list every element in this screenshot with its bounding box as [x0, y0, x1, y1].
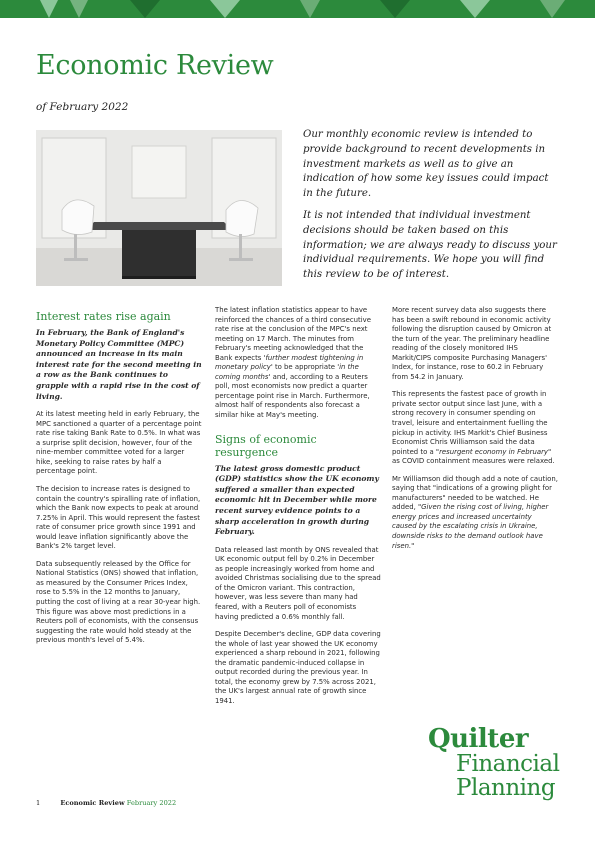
body-paragraph: At its latest meeting held in early February, the MPC sanctioned a quarter of a percentage point rate rise taking Bank Rate to 0.5%. In what was a surprise split decision, however, four of the nine-member committee voted for a larger hike, seeking to raise rates by half a percentage point. [36, 410, 202, 476]
logo-line-2: Financial [456, 751, 560, 777]
logo-line-1: Quilter [428, 724, 529, 754]
quote-run: 'in the coming months' [215, 363, 359, 381]
body-paragraph: More recent survey data also suggests there has been a swift rebound in economic activity following the disruption caused by Omicron at the turn of the year. The preliminary headline reading of the closely monitored IHS Markit/CIPS composite Purchasing Managers' Index, for instance, rose to 60.2 in February from 54.2 in January. [392, 306, 552, 381]
footer-brand: Economic Review [60, 799, 125, 807]
intro-block [303, 128, 561, 290]
body-paragraph [392, 475, 558, 551]
top-decorative-band [0, 0, 595, 18]
body-paragraph: Data subsequently released by the Office for National Statistics (ONS) showed that inflation, as measured by the Consumer Prices Index, rose to 5.5% in the 12 months to January, putting the cost of living at a rear 30-year high. This figure was above most predictions in a Reuters poll of economists, with the consensus suggesting the rate would hold steady at the previous month's level of 5.4%. [36, 559, 201, 645]
body-paragraph [215, 306, 381, 421]
page-subtitle: of February 2022 [36, 101, 129, 113]
section-lead-interest-rates: In February, the Bank of England's Monetary Policy Committee (MPC) announced an increase in its main interest rate for the second meeting in a row as the Bank continues to grapple with a rapid rise in the cost of living. [36, 328, 202, 401]
intro-paragraph-1: Our monthly economic review is intended to provide background to recent developments in investment markets as well as to give an indication of how some key issues could impact in the future. [303, 129, 549, 200]
body-paragraph: Data released last month by ONS revealed that UK economic output fell by 0.2% in December as people increasingly worked from home and avoided Christmas socialising due to the spread of the Omicron variant. This contraction, however, was less severe than many had feared, with a Reuters poll of economists having predicted a 0.6% monthly fall. [215, 545, 381, 621]
footer-date: February 2022 [126, 799, 177, 807]
quote-run: "Given the rising cost of living, higher energy prices and increased uncertainty caused by the escalating crisis in Ukraine, downside risks to the demand outlook have risen." [392, 503, 549, 550]
logo-line-3: Planning [456, 775, 556, 801]
body-paragraph: The decision to increase rates is designed to contain the country's spiralling rate of inflation, which the Bank now expects to peak at around 7.25% in April. This would represent the fastest rate of consumer price growth since 1991 and would leave inflation significantly above the Bank's 2% target level. [36, 484, 201, 551]
section-heading-economic-resurgence: Signs of economic resurgence [215, 432, 317, 459]
hero-photo-office-chairs [36, 130, 282, 286]
quilter-financial-planning-logo [428, 726, 559, 800]
body-paragraph: Despite December's decline, GDP data covering the whole of last year showed the UK economy experienced a sharp rebound in 2021, following the dramatic pandemic-induced collapse in output recorded during the previous year. In total, the economy grew by 7.5% across 2021, the UK's largest annual rate of growth since 1941. [215, 630, 381, 705]
body-paragraph [392, 390, 558, 466]
page-title: Economic Review [36, 50, 274, 81]
intro-paragraph-2: It is not intended that individual investment decisions should be taken based on this information; we are always ready to discuss your individual requirements. We hope you will find this review to be of interest. [303, 209, 557, 281]
hero-photo-graphic [36, 130, 282, 286]
page-footer [36, 799, 176, 807]
column-1 [36, 310, 202, 654]
section-heading-interest-rates: Interest rates rise again [36, 310, 171, 323]
text-run: The latest inflation statistics appear to have reinforced the chances of a third consecutive rate rise at the conclusion of the MPC's next meeting on 17 March. The minutes from February's meeting acknowledged that the Bank expects [215, 306, 371, 362]
quote-run: 'further modest tightening in monetary policy' [215, 353, 364, 372]
text-run: This represents the fastest pace of growth in private sector output since last June, with a strong recovery in consumer spending on travel, leisure and entertainment fuelling the pickup in activity. IHS Markit's Chief Business Economist Chris Williamson said the data pointed to a [392, 390, 548, 456]
section-lead-economic-resurgence: The latest gross domestic product (GDP) statistics show the UK economy suffered a smaller than expected economic hit in December while more recent survey evidence points to a sharp acceleration in growth during February. [215, 463, 379, 537]
quote-run: "resurgent economy in February" [435, 447, 552, 456]
text-run: Mr Williamson did though add a note of caution, saying that "indications of a growing plight for manufacturers" needed to be watched. He added, [392, 474, 558, 512]
band-pattern-graphic [0, 0, 595, 18]
text-run: as COVID containment measures were relaxed. [392, 457, 555, 466]
text-run: and, according to a Reuters poll, most economists now predict a quarter percentage point rise in March. Furthermore, almost half of respondents also forecast a similar hike at May's meeting. [215, 372, 370, 420]
text-run: to be appropriate [272, 363, 338, 372]
column-3 [392, 306, 558, 559]
column-2 [215, 306, 381, 714]
page-number: 1 [36, 799, 41, 807]
